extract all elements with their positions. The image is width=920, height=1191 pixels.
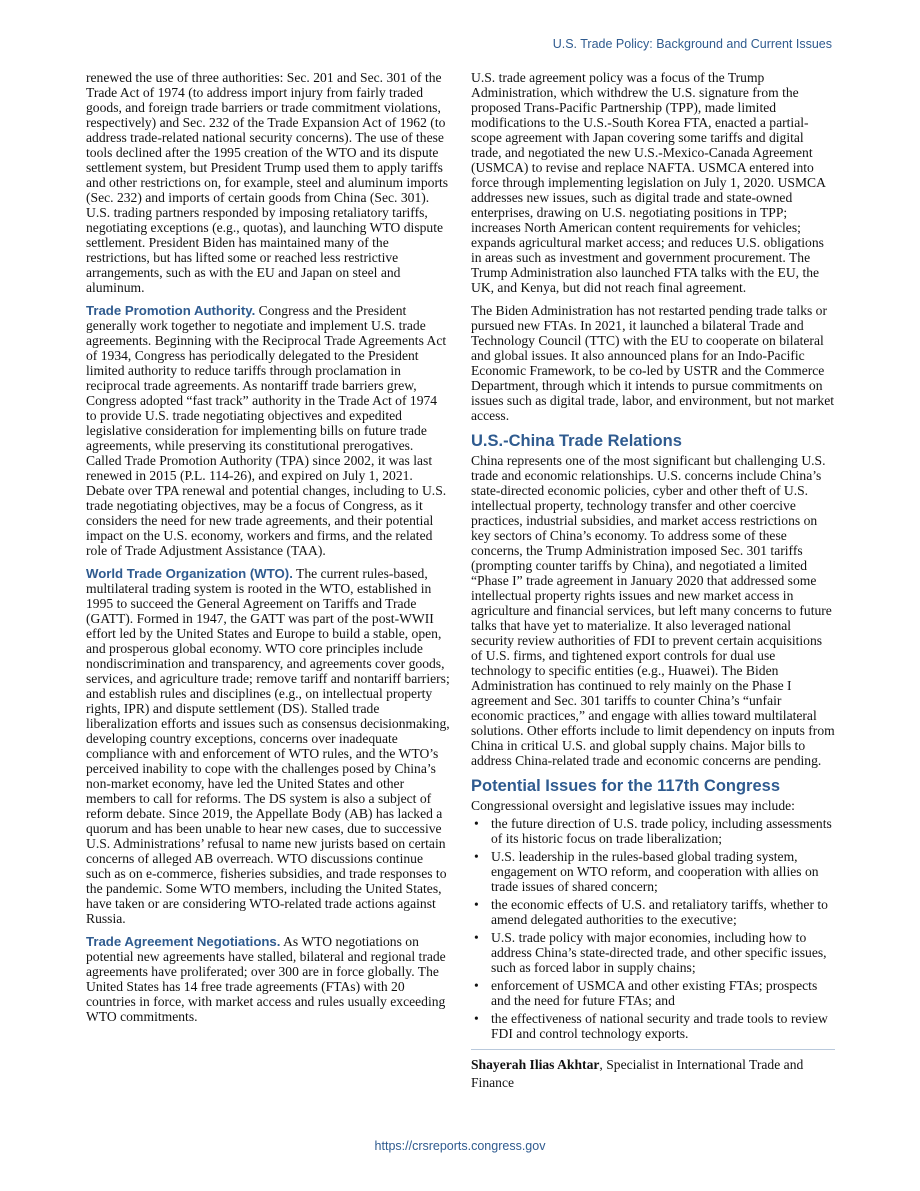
bullet-icon: • (474, 930, 479, 945)
biden-policy-paragraph: The Biden Administration has not restarted pending trade talks or pursued new FTAs. In 2021, it launched a bilateral Trade and Technology Council (TTC) with the EU to cooperate on bilateral and global issues. It also announced plans for an Indo-Pacific Economic Framework, to be co-led by USTR and the Commerce Department, through which it intends to pursue commitments on issues such as digital trade, labor, and environment, but not market access. (471, 303, 835, 423)
wto-body: The current rules-based, multilateral trading system is rooted in the WTO, established in 1995 to succeed the General Agreement on Tariffs and Trade (GATT). Formed in 1947, the GATT was part of the post-WWII effort led by the United States and Europe to build a stable, open, and prosperous global economy. WTO core principles include nondiscrimination and transparency, and agreements cover goods, services, and agriculture trade; remove tariff and nontariff barriers; and establish rules and disciplines (e.g., on intellectual property rights, IPR) and dispute settlement (DS). Stalled trade liberalization efforts and issues such as consensus decisionmaking, developing country exceptions, concerns over inadequate compliance with and enforcement of WTO rules, and the WTO’s perceived inability to cope with the challenges posed by China’s non-market economy, have led the United States and other members to call for reforms. The DS system is also a subject of reform debate. Since 2019, the Appellate Body (AB) has lacked a quorum and has been unable to hear new cases, due to successive U.S. Administrations’ refusal to name new jurists based on certain concerns of alleged AB overreach. WTO discussions continue such as on e-commerce, fisheries subsidies, and trade responses to the pandemic. Some WTO members, including the United States, have taken or are considering WTO-related trade actions against Russia. (86, 566, 450, 926)
right-column (471, 70, 835, 1092)
tpa-body: Congress and the President generally work together to negotiate and implement U.S. trade agreements. Beginning with the Reciprocal Trade Agreements Act of 1934, Congress has periodically delegated to the President limited authority to reduce tariffs through proclamation in reciprocal trade agreements. As nontariff trade barriers grew, Congress adopted “fast track” authority in the Trade Act of 1974 to provide U.S. trade negotiating objectives and expedited legislative consideration for implementing bills on future trade agreements, while preserving its constitutional prerogatives. Called Trade Promotion Authority (TPA) since 2002, it was last renewed in 2015 (P.L. 114-26), and expired on July 1, 2021. Debate over TPA renewal and potential changes, including to U.S. trade negotiating objectives, may be a focus of Congress, as it considers the need for new trade agreements, and their potential impact on the U.S. economy, workers and firms, and the related role of Trade Adjustment Assistance (TAA). (86, 303, 447, 558)
list-item: • the economic effects of U.S. and retaliatory tariffs, whether to amend delegated authorities to the executive; (474, 897, 828, 927)
tpa-heading: Trade Promotion Authority. (86, 303, 256, 318)
list-item: • enforcement of USMCA and other existing FTAs; prospects and the need for future FTAs; and (474, 978, 818, 1008)
trump-policy-paragraph: U.S. trade agreement policy was a focus of the Trump Administration, which withdrew the U.S. signature from the proposed Trans-Pacific Partnership (TPP), made limited modifications to the U.S.-South Korea FTA, enacted a partial-scope agreement with Japan covering some tariffs and digital trade, and negotiated the new U.S.-Mexico-Canada Agreement (USMCA) to revise and replace NAFTA. USMCA entered into force through implementing legislation on July 1, 2020. USMCA addresses new issues, such as digital trade and state-owned enterprises, drawing on U.S. negotiating positions in TPP; increases North American content requirements for vehicles; expands agricultural market access; and reduces U.S. obligations in areas such as investment and government procurement. The Trump Administration also launched FTA talks with the EU, the UK, and Kenya, but did not reach final agreement. (471, 70, 826, 295)
footer-url-link[interactable]: https://crsreports.congress.gov (374, 1139, 546, 1153)
negotiations-paragraph (86, 934, 450, 1024)
running-header: U.S. Trade Policy: Background and Current Issues (552, 37, 832, 51)
left-column (86, 70, 450, 1032)
tpa-paragraph (86, 303, 450, 558)
list-item: • the future direction of U.S. trade policy, including assessments of its historic focus on trade liberalization; (474, 816, 832, 846)
author-credit (471, 1056, 835, 1092)
china-section-heading: U.S.-China Trade Relations (471, 432, 682, 450)
wto-heading: World Trade Organization (WTO). (86, 566, 293, 581)
author-title: , Specialist in International Trade and Finance (471, 1057, 804, 1090)
list-item: • U.S. leadership in the rules-based global trading system, engagement on WTO reform, and cooperation with allies on trade issues of shared concern; (474, 849, 819, 894)
intro-paragraph: renewed the use of three authorities: Sec. 201 and Sec. 301 of the Trade Act of 1974 (to address import injury from fairly traded goods, and foreign trade barriers or trade commitment violations, respectively) and Sec. 232 of the Trade Expansion Act of 1962 (to address trade-related national security concerns). The use of these tools declined after the 1995 creation of the WTO and its dispute settlement system, but President Trump used them to apply tariffs and other restrictions on, for example, steel and aluminum imports (Sec. 232) and imports of certain goods from China (Sec. 301). U.S. trading partners responded by imposing retaliatory tariffs, negotiating exceptions (e.g., quotas), and launching WTO dispute settlement. President Biden has maintained many of the restrictions, but has lifted some or reached less restrictive arrangements, such as with the EU and Japan on steel and aluminum. (86, 70, 449, 295)
author-divider (471, 1049, 835, 1050)
issues-intro: Congressional oversight and legislative issues may include: (471, 798, 795, 813)
wto-paragraph (86, 566, 450, 926)
bullet-icon: • (474, 978, 479, 993)
list-item: • the effectiveness of national security and trade tools to review FDI and control technology exports. (474, 1011, 828, 1041)
bullet-icon: • (474, 849, 479, 864)
negotiations-body: As WTO negotiations on potential new agreements have stalled, bilateral and regional trade agreements have proliferated; over 300 are in force globally. The United States has 14 free trade agreements (FTAs) with 20 countries in force, with market access and rules usually exceeding WTO commitments. (86, 934, 446, 1024)
list-item: • U.S. trade policy with major economies, including how to address China’s state-directed trade, and other specific issues, such as forced labor in supply chains; (474, 930, 827, 975)
issues-list (471, 816, 835, 1041)
author-name: Shayerah Ilias Akhtar (471, 1057, 600, 1072)
bullet-icon: • (474, 816, 479, 831)
china-paragraph: China represents one of the most significant but challenging U.S. trade and economic relationships. U.S. concerns include China’s state-directed economic policies, cyber and other theft of U.S. intellectual property, technology transfer and other coercive practices, industrial subsidies, and market access restrictions on key sectors of China’s economy. To address some of these concerns, the Trump Administration imposed Sec. 301 tariffs (prompting counter tariffs by China), and negotiated a limited “Phase I” trade agreement in January 2020 that addressed some intellectual property rights issues and new market access in agriculture and financial services, but left many concerns to future talks that have yet to materialize. It also leveraged national security review authorities of FDI to prevent certain acquisitions of U.S. firms, and tightened export controls for dual use technology to specific entities (e.g., Huawei). The Biden Administration has continued to rely mainly on the Phase I agreement and Sec. 301 tariffs to counter China’s “unfair economic practices,” and engage with allies toward multilateral solutions. Other efforts include to limit dependency on inputs from China in critical U.S. and global supply chains. Major bills to address China-related trade and economic concerns are pending. (471, 453, 835, 768)
issues-section-heading: Potential Issues for the 117th Congress (471, 777, 781, 795)
negotiations-heading: Trade Agreement Negotiations. (86, 934, 281, 949)
bullet-icon: • (474, 897, 479, 912)
bullet-icon: • (474, 1011, 479, 1026)
